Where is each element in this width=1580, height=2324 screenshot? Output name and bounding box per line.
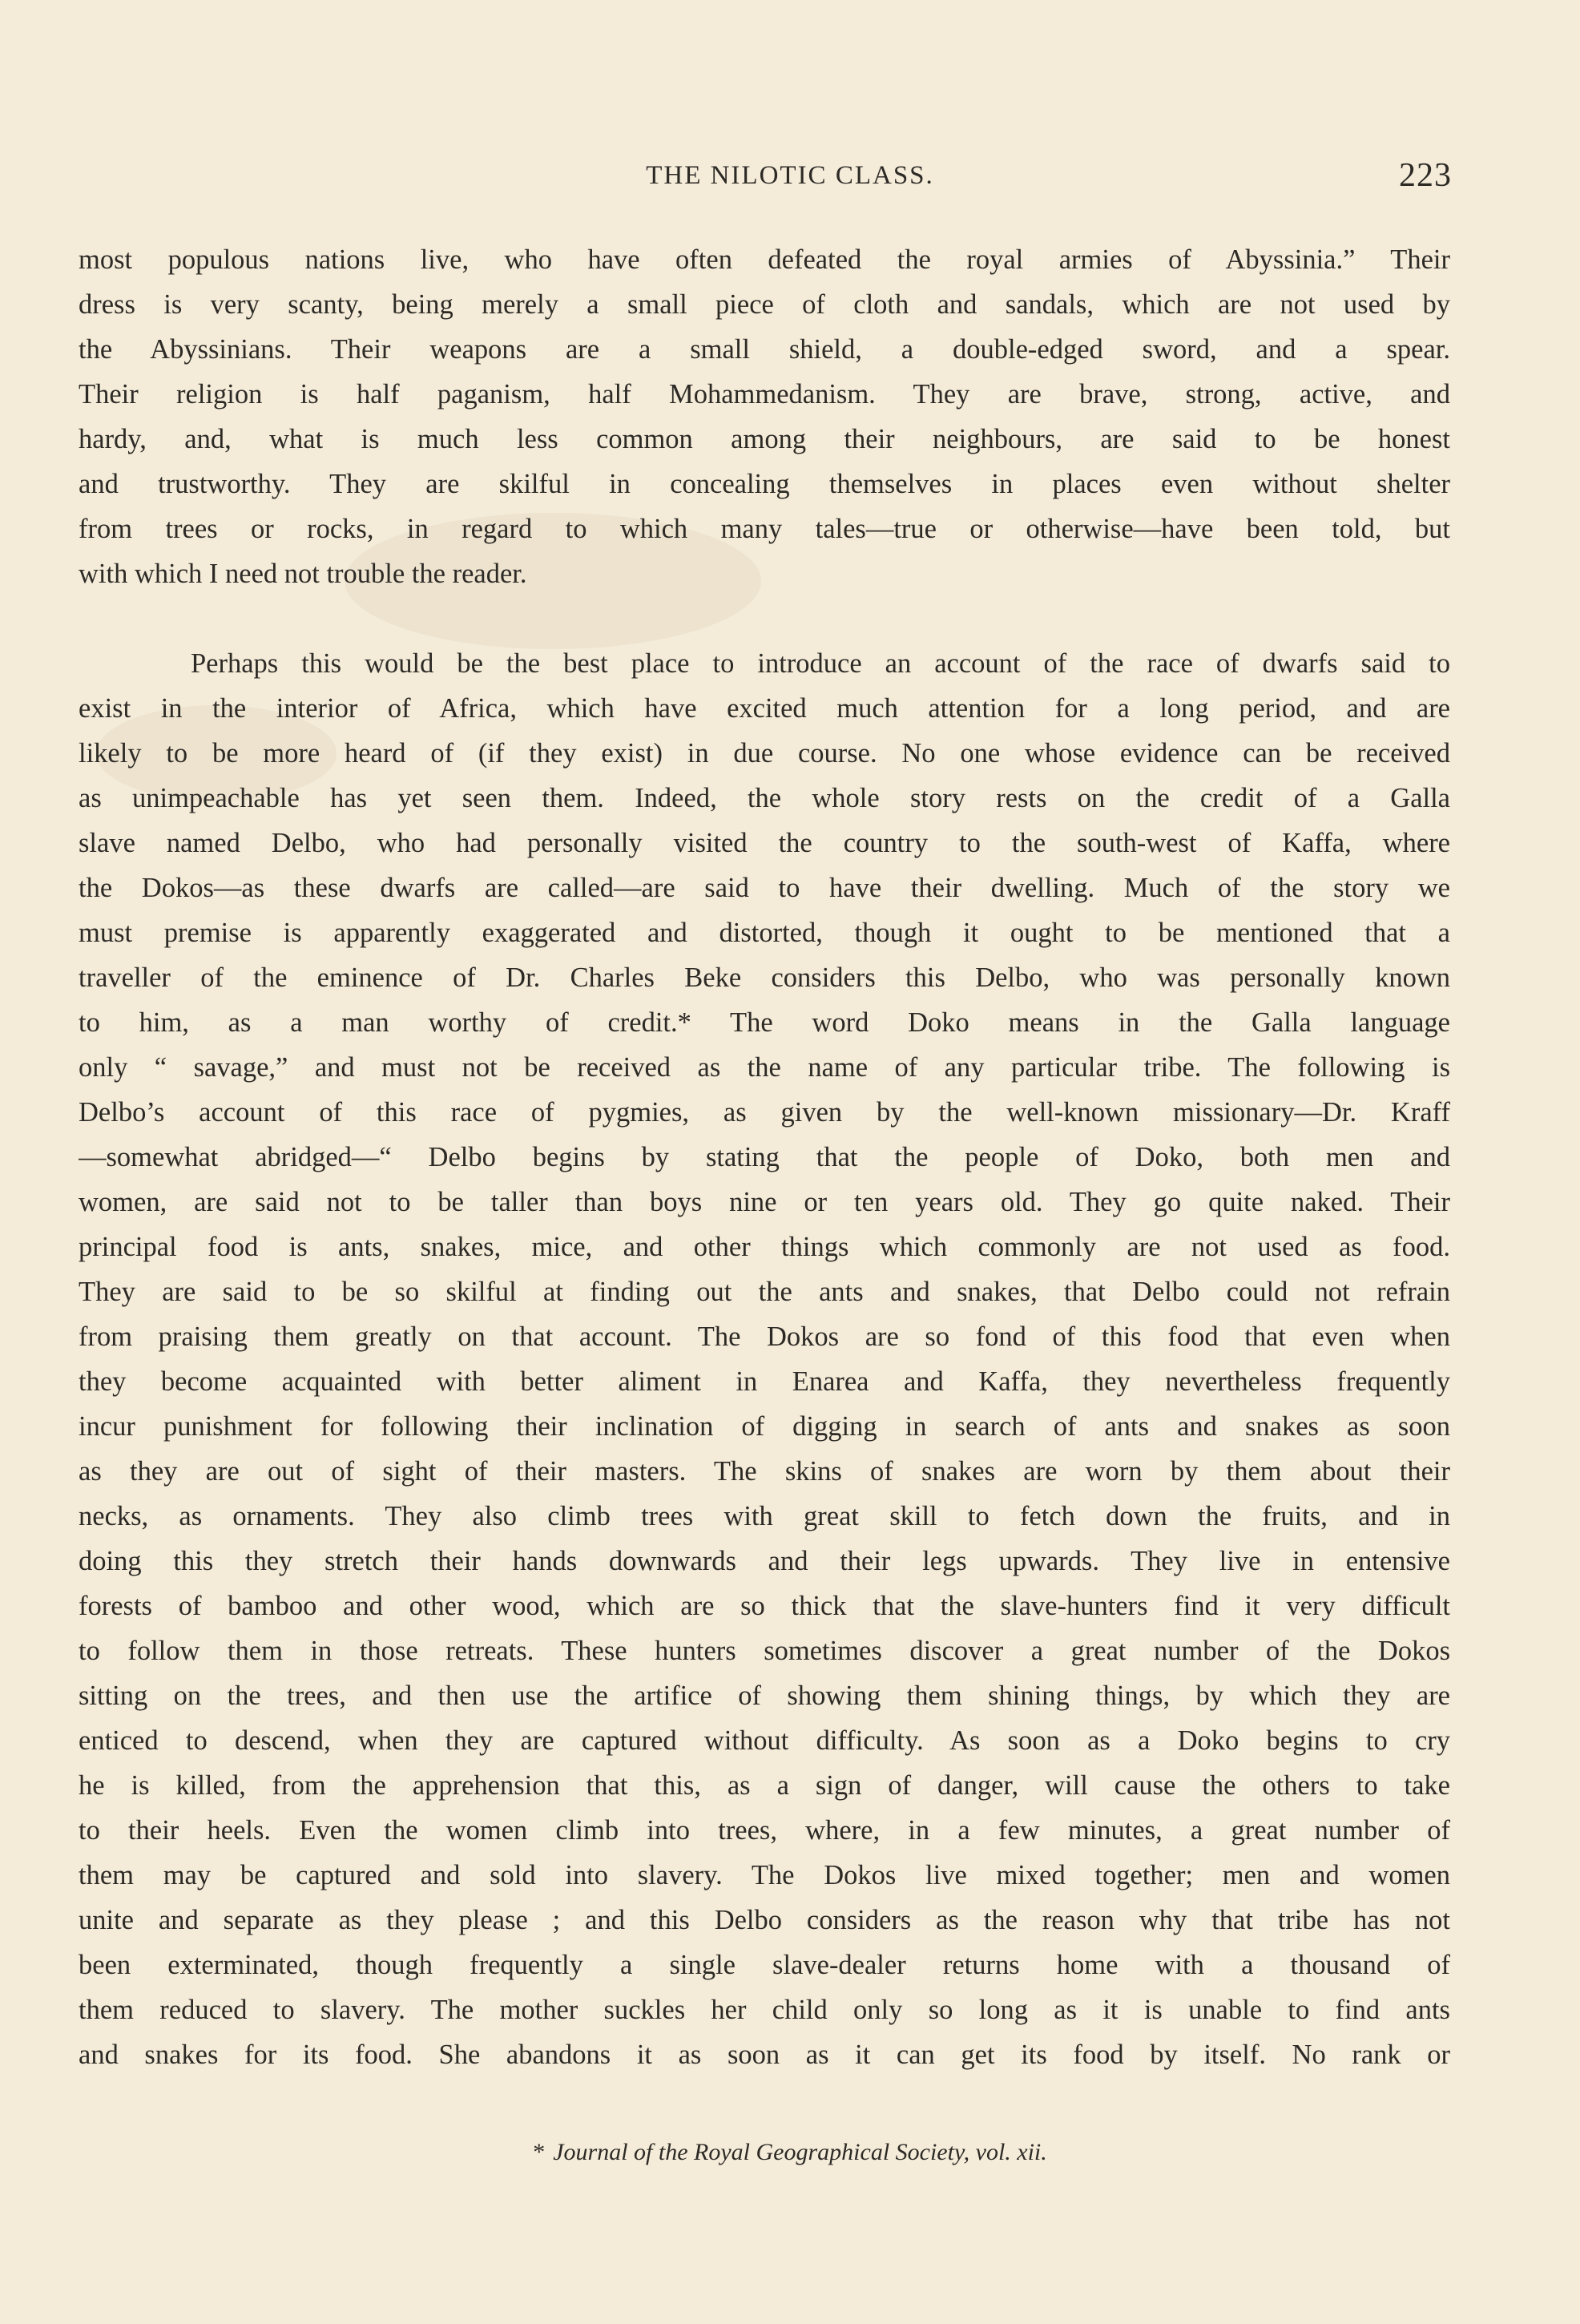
text-line: them reduced to slavery. The mother suckles her child only so long as it is unable to find ants xyxy=(79,1995,1450,2025)
text-line: principal food is ants, snakes, mice, and other things which commonly are not used as food. xyxy=(79,1232,1450,1262)
text-line: dress is very scanty, being merely a small piece of cloth and sandals, which are not used by xyxy=(79,289,1450,320)
text-line: as they are out of sight of their masters. The skins of snakes are worn by them about their xyxy=(79,1456,1450,1487)
text-line: unite and separate as they please ; and this Delbo considers as the reason why that tribe has not xyxy=(79,1905,1450,1935)
text-line: most populous nations live, who have often defeated the royal armies of Abyssinia.” Their xyxy=(79,244,1450,275)
footnote-text: Journal of the Royal Geographical Society, vol. xii. xyxy=(553,2139,1047,2165)
paragraph-1 xyxy=(79,237,1450,596)
footnote xyxy=(0,2135,1580,2170)
text-line: necks, as ornaments. They also climb trees with great skill to fetch down the fruits, and in xyxy=(79,1501,1450,1531)
running-head xyxy=(0,157,1580,194)
text-line: them may be captured and sold into slavery. The Dokos live mixed together; men and women xyxy=(79,1860,1450,1890)
text-line: with which I need not trouble the reader. xyxy=(79,559,527,589)
text-line: —somewhat abridged—“ Delbo begins by stating that the people of Doko, both men and xyxy=(79,1142,1450,1172)
page-number: 223 xyxy=(1399,157,1452,194)
text-line: likely to be more heard of (if they exist) in due course. No one whose evidence can be received xyxy=(79,738,1450,769)
text-line: Perhaps this would be the best place to introduce an account of the race of dwarfs said to xyxy=(191,648,1450,679)
text-line: incur punishment for following their inclination of digging in search of ants and snakes as soon xyxy=(79,1411,1450,1442)
text-line: and snakes for its food. She abandons it as soon as it can get its food by itself. No rank or xyxy=(79,2040,1450,2070)
paragraph-2 xyxy=(79,641,1450,2077)
text-line: traveller of the eminence of Dr. Charles Beke considers this Delbo, who was personally known xyxy=(79,962,1450,993)
footnote-marker: * xyxy=(533,2139,546,2165)
text-line: from trees or rocks, in regard to which many tales—true or otherwise—have been told, but xyxy=(79,514,1450,544)
text-line: they become acquainted with better aliment in Enarea and Kaffa, they nevertheless frequently xyxy=(79,1366,1450,1397)
text-line: the Dokos—as these dwarfs are called—are said to have their dwelling. Much of the story we xyxy=(79,873,1450,903)
text-line: as unimpeachable has yet seen them. Indeed, the whole story rests on the credit of a Galla xyxy=(79,783,1450,813)
text-line: They are said to be so skilful at finding out the ants and snakes, that Delbo could not refrain xyxy=(79,1277,1450,1307)
text-line: to him, as a man worthy of credit.* The word Doko means in the Galla language xyxy=(79,1007,1450,1038)
paragraph-gap xyxy=(79,596,1450,641)
text-line: must premise is apparently exaggerated and distorted, though it ought to be mentioned that a xyxy=(79,918,1450,948)
text-line: women, are said not to be taller than boys nine or ten years old. They go quite naked. Their xyxy=(79,1187,1450,1217)
text-line: from praising them greatly on that account. The Dokos are so fond of this food that even when xyxy=(79,1321,1450,1352)
text-line: and trustworthy. They are skilful in concealing themselves in places even without shelter xyxy=(79,469,1450,499)
text-line: hardy, and, what is much less common among their neighbours, are said to be honest xyxy=(79,424,1450,454)
text-line: Their religion is half paganism, half Mohammedanism. They are brave, strong, active, and xyxy=(79,379,1450,410)
text-line: he is killed, from the apprehension that this, as a sign of danger, will cause the others to take xyxy=(79,1770,1450,1801)
text-line: slave named Delbo, who had personally visited the country to the south-west of Kaffa, where xyxy=(79,828,1450,858)
text-line: forests of bamboo and other wood, which are so thick that the slave-hunters find it very difficult xyxy=(79,1591,1450,1621)
text-line: the Abyssinians. Their weapons are a small shield, a double-edged sword, and a spear. xyxy=(79,334,1450,365)
body-text xyxy=(79,237,1450,2077)
text-line: to their heels. Even the women climb into trees, where, in a few minutes, a great number of xyxy=(79,1815,1450,1846)
text-line: sitting on the trees, and then use the artifice of showing them shining things, by which they are xyxy=(79,1680,1450,1711)
text-line: doing this they stretch their hands downwards and their legs upwards. They live in entensive xyxy=(79,1546,1450,1576)
text-line: to follow them in those retreats. These hunters sometimes discover a great number of the Dokos xyxy=(79,1636,1450,1666)
text-line: enticed to descend, when they are captured without difficulty. As soon as a Doko begins to cry xyxy=(79,1725,1450,1756)
text-line: exist in the interior of Africa, which have excited much attention for a long period, and are xyxy=(79,693,1450,724)
text-line: Delbo’s account of this race of pygmies, as given by the well-known missionary—Dr. Kraff xyxy=(79,1097,1450,1128)
text-line: only “ savage,” and must not be received as the name of any particular tribe. The following is xyxy=(79,1052,1450,1083)
text-line: been exterminated, though frequently a single slave-dealer returns home with a thousand of xyxy=(79,1950,1450,1980)
running-title: THE NILOTIC CLASS. xyxy=(646,161,934,190)
